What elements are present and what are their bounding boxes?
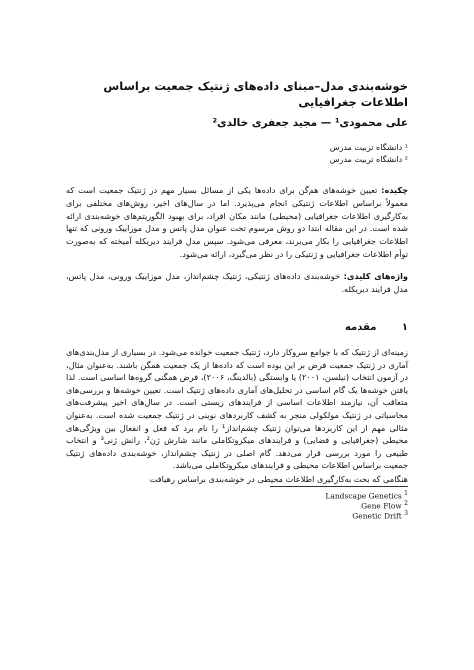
footnote-rule bbox=[270, 486, 408, 487]
section-title: مقدمه bbox=[344, 322, 377, 333]
section-number: ۱ bbox=[401, 322, 408, 333]
intro-paragraph-2: هنگامی که بحث به‌کارگیری اطلاعات محیطی در خوشه‌بندی براساس رهیافت bbox=[149, 474, 408, 484]
paper-title: خوشه‌بندی مدل–مبنای داده‌های ژنتیک جمعیت براساس اطلاعات جغرافیایی bbox=[103, 79, 408, 109]
abstract-text: تعیین خوشه‌های هم‌گن برای داده‌ها یکی از مسائل بسیار مهم در ژنتیک جمعیت است که معمولاً براساس اطلاعات ژنتیکی انجام می‌پذیرد. اما در سال‌های اخیر، روش‌های مختلفی برای به‌کارگیری اطلاعات جغرافیایی (محیطی) مانند مکان افراد، برای بهبود الگوریتم‌های خوشه‌بندی ارائه شده است. در این مقاله ابتدا دو روش مرسوم تحت عنوان مدل پاتس و مدل موزاییک ورونی که تنها اطلاعات جغرافیایی را بکار می‌برند، معرفی می‌شود. سپس مدل فرایند دیریکله آمیخته که به‌صورت توأم اطلاعات جغرافیایی و ژنتیکی را در نظر می‌گیرد، ارائه می‌شود. bbox=[66, 185, 408, 259]
keywords-text: خوشه‌بندی داده‌های ژنتیکی، ژنتیک چشم‌انداز، مدل موزاییک ورونی، مدل پاتس، مدل فرایند دیریکله. bbox=[66, 271, 408, 294]
footnote-2-text: Gene Flow bbox=[361, 501, 402, 511]
affiliation-1: ¹ دانشگاه تربیت مدرس bbox=[329, 143, 408, 152]
abstract-label: چکیده: bbox=[381, 185, 409, 195]
intro-paragraph: زمینه‌ای از ژنتیک که با جوامع سروکار دارد، ژنتیک جمعیت خوانده می‌شود. در بسیاری از مدل‌بندی‌های آماری در ژنتیک جمعیت فرض بر این بوده است که داده‌ها از یک جمعیت همگن باشند. به‌عنوان مثال، در آزمون انتخاب (نیلسن، ۲۰۰۱) یا وابستگی (بالدینگ، ۲۰۰۶)، فرض همگنی گروه‌ها اساسی است. لذا یافتن خوشه‌ها یک گام اساسی در تحلیل‌های آماری داده‌های ژنتیک است. تعیین خوشه‌ها و بررسی‌های متعاقب آن، نیازمند اطلاعات اساسی از فرایندهای زیستی است. در سال‌های اخیر پیشرفت‌های محاسباتی در ژنتیک مولکولی منجر به کشف کاربردهای نوینی در ژنتیک جمعیت شده است. به‌عنوان مثالی مهم از این کاربردها می‌توان ژنتیک چشم‌انداز¹ را نام برد که فعل و انفعال بین ویژگی‌های محیطی (جغرافیایی و فضایی) و فرایندهای میکروتکاملی مانند شارش ژن²، رانش ژنی³ و انتخاب طبیعی را مورد بررسی قرار می‌دهد. گام اصلی در ژنتیک چشم‌انداز، خوشه‌بندی داده‌های ژنتیک جمعیت براساس اطلاعات محیطی و فرایندهای میکروتکاملی می‌باشد. bbox=[66, 347, 408, 471]
affiliation-2: ² دانشگاه تربیت مدرس bbox=[329, 155, 408, 164]
footnote-2 bbox=[238, 500, 408, 511]
footnote-1-mark: 1 bbox=[404, 490, 408, 497]
footnote-1 bbox=[238, 490, 408, 501]
footnote-3-mark: 3 bbox=[404, 510, 408, 517]
keywords bbox=[66, 270, 408, 296]
footnote-2-mark: 2 bbox=[404, 500, 408, 507]
keywords-label: واژه‌های کلیدی: bbox=[343, 271, 408, 281]
footnote-1-text: Landscape Genetics bbox=[325, 491, 402, 501]
footnote-3-text: Genetic Drift bbox=[352, 511, 402, 521]
paper-authors: علی محمودی¹ — مجید جعفری خالدی² bbox=[212, 117, 408, 129]
abstract bbox=[66, 184, 408, 261]
section-heading bbox=[66, 322, 408, 333]
footnote-3 bbox=[238, 510, 408, 521]
